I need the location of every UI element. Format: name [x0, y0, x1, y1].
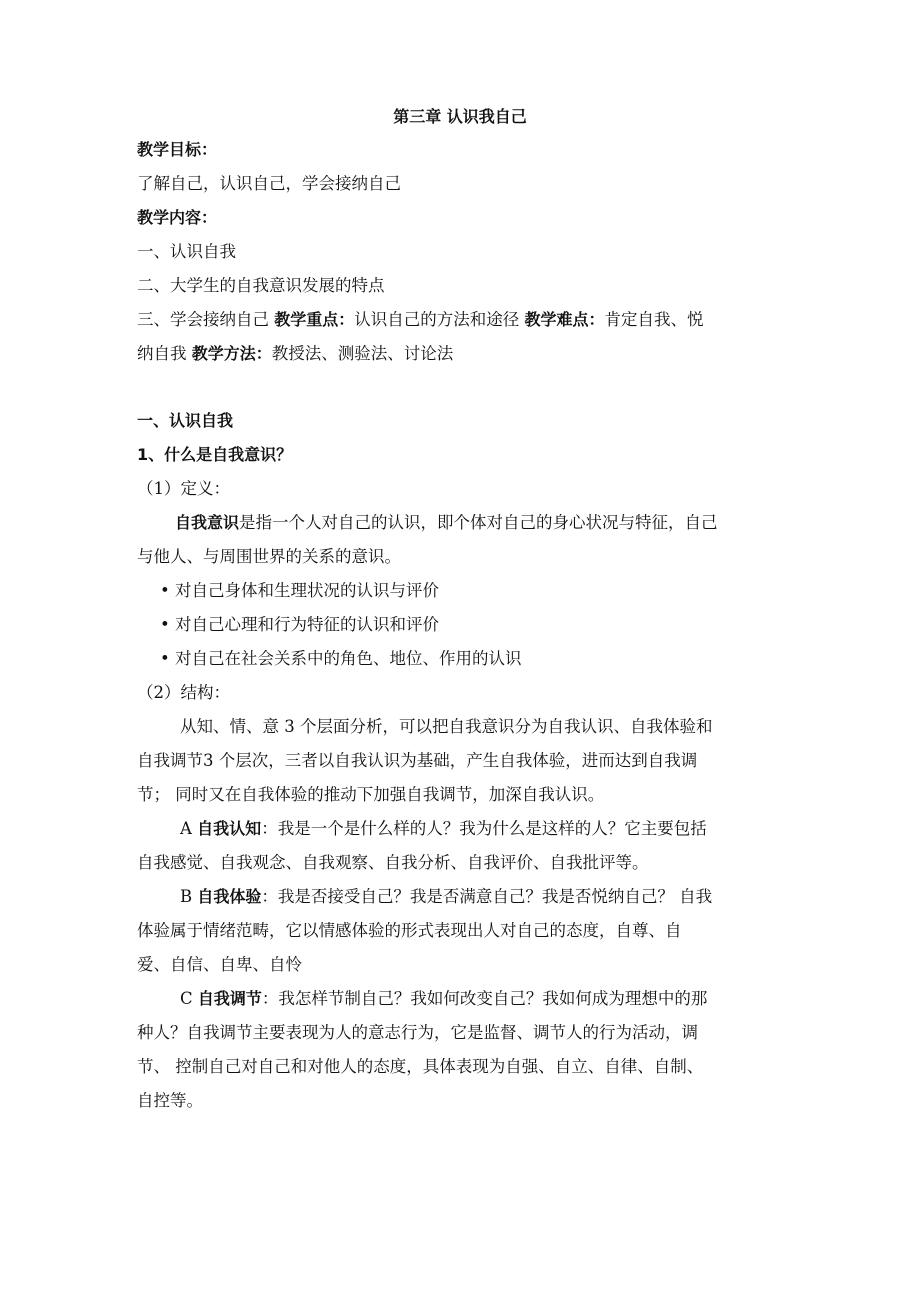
text-line: [180, 817, 707, 841]
text-segment: ：我是一个是什么样的人？我为什么是这样的人？它主要包括: [261, 819, 707, 838]
bold-text: 自我意识: [175, 513, 240, 532]
text-segment: ：我怎样节制自己？我如何改变自己？我如何成为理想中的那: [261, 989, 708, 1008]
text-segment: 是指一个人对自己的认识，即个体对自己的身心状况与特征，自己: [239, 513, 718, 532]
text-segment: 三、学会接纳自己: [137, 310, 275, 329]
text-line: [137, 1021, 698, 1045]
text-segment: 了解自己，认识自己，学会接纳自己: [137, 174, 401, 193]
bold-text: 教学目标：: [137, 140, 218, 159]
text-line: [137, 1055, 703, 1079]
text-line: [137, 477, 230, 501]
text-segment: ：我是否接受自己？我是否满意自己？我是否悦纳自己？ 自我: [261, 887, 713, 906]
text-segment: 认识自己的方法和途径: [354, 310, 525, 329]
bold-text: 一、认识自我: [137, 411, 234, 430]
text-line: [137, 409, 233, 433]
text-segment: B: [180, 887, 198, 906]
text-segment: A: [180, 819, 198, 838]
text-segment: 从知、情、意 3 个层面分析，可以把自我意识分为自我认识、自我体验和: [180, 717, 713, 736]
text-segment: 肯定自我、悦: [604, 310, 704, 329]
text-line: [137, 545, 401, 569]
text-line: [137, 138, 217, 162]
text-line: [137, 172, 401, 196]
text-line: [137, 919, 682, 943]
text-segment: （1）定义：: [137, 479, 230, 498]
text-segment: C: [180, 989, 198, 1008]
bold-text: 自我体验: [197, 887, 262, 906]
text-segment: • 对自己心理和行为特征的认识和评价: [160, 615, 439, 634]
text-segment: • 对自己身体和生理状况的认识与评价: [160, 581, 439, 600]
text-line: [137, 851, 649, 875]
text-segment: 自控等。: [137, 1091, 203, 1110]
text-line: [137, 1089, 203, 1113]
text-line: [137, 342, 453, 366]
text-line: [137, 953, 302, 977]
text-segment: 自我感觉、自我观念、自我观察、自我分析、自我评价、自我批评等。: [137, 853, 649, 872]
text-segment: 种人？自我调节主要表现为人的意志行为，它是监督、调节人的行为活动，调: [137, 1023, 698, 1042]
text-line: [137, 783, 604, 807]
bold-text: 教学方法：: [191, 344, 272, 363]
text-segment: 自我调节3 个层次，三者以自我认识为基础，产生自我体验，进而达到自我调: [137, 751, 698, 770]
text-segment: 爱、自信、自卑、自怜: [137, 955, 302, 974]
bold-text: 1、什么是自我意识？: [137, 445, 293, 464]
bold-text: 教学难点：: [524, 310, 605, 329]
text-segment: 教授法、测验法、讨论法: [271, 344, 454, 363]
text-segment: （2）结构：: [137, 683, 230, 702]
text-line: [180, 987, 707, 1011]
text-line: [160, 613, 439, 637]
bold-text: 自我调节: [197, 989, 262, 1008]
text-line: [160, 579, 439, 603]
text-line: [137, 206, 217, 230]
text-line: [137, 443, 292, 467]
text-line: [137, 308, 704, 332]
text-line: [160, 647, 521, 671]
text-segment: 体验属于情绪范畴，它以情感体验的形式表现出人对自己的态度，自尊、自: [137, 921, 682, 940]
text-segment: • 对自己在社会关系中的角色、地位、作用的认识: [160, 649, 522, 668]
text-line: [180, 715, 713, 739]
text-segment: 纳自我: [137, 344, 192, 363]
text-segment: 节； 同时又在自我体验的推动下加强自我调节，加深自我认识。: [137, 785, 605, 804]
text-line: [137, 274, 385, 298]
text-line: [137, 749, 697, 773]
text-line: [137, 240, 236, 264]
text-line: [175, 511, 718, 535]
text-segment: 二、大学生的自我意识发展的特点: [137, 276, 385, 295]
bold-text: 教学内容：: [137, 208, 218, 227]
bold-text: 教学重点：: [274, 310, 355, 329]
text-segment: 节、 控制自己对自己和对他人的态度，具体表现为自强、自立、自律、自制、: [137, 1057, 704, 1076]
text-line: [180, 885, 712, 909]
text-line: [137, 681, 230, 705]
text-segment: 与他人、与周围世界的关系的意识。: [137, 547, 401, 566]
text-segment: 一、认识自我: [137, 242, 236, 261]
bold-text: 自我认知: [197, 819, 262, 838]
chapter-title: 第三章 认识我自己: [393, 107, 527, 126]
